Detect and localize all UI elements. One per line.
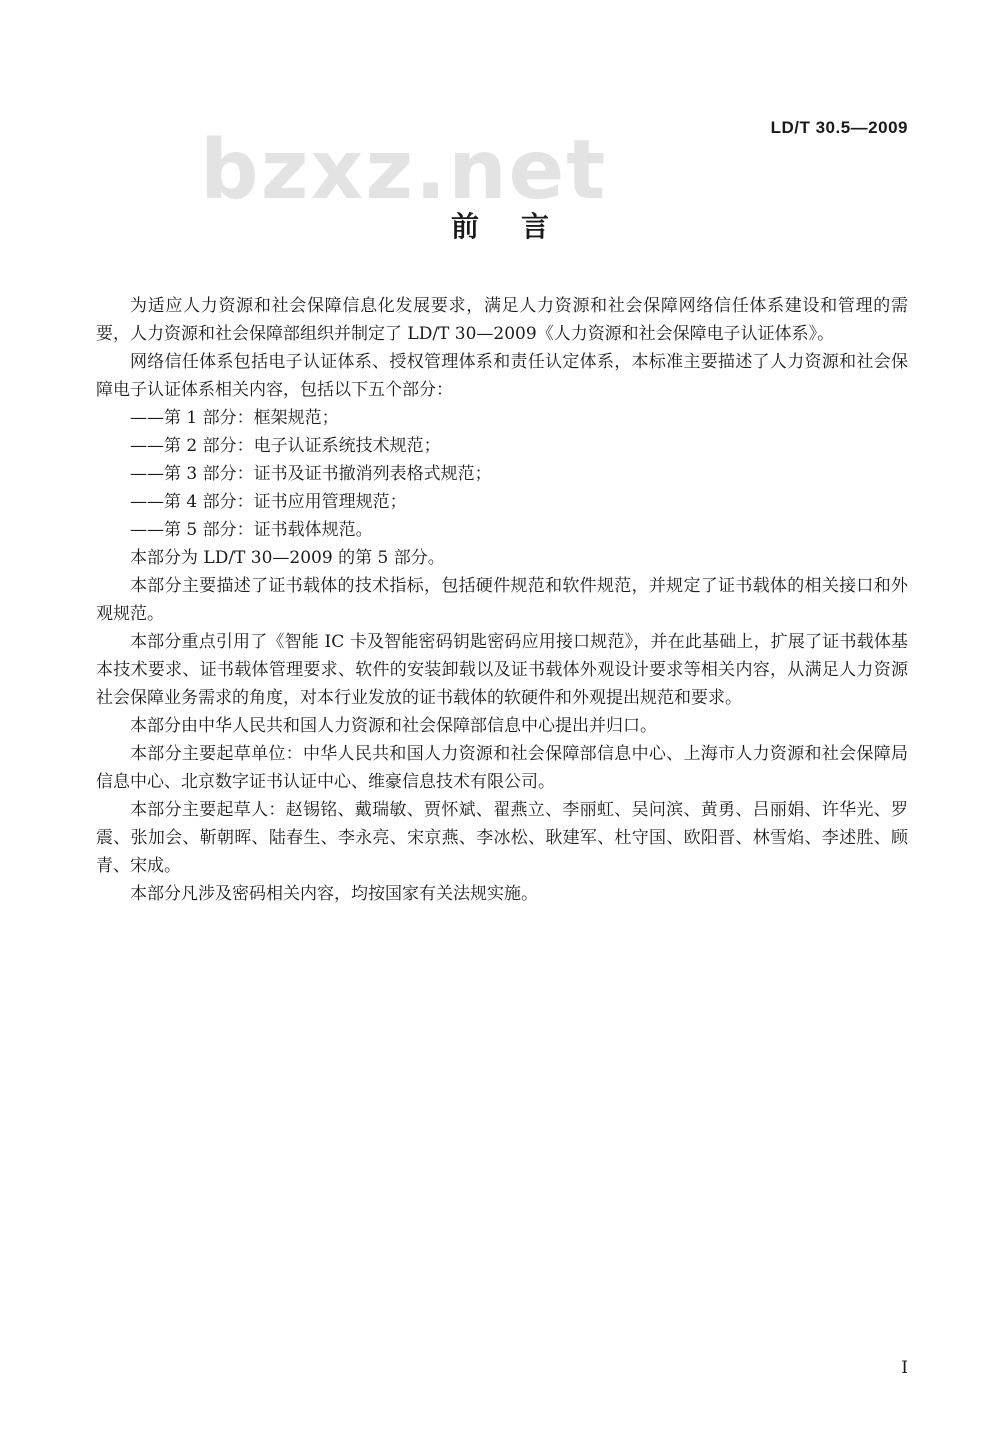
paragraph-trust-system: 网络信任体系包括电子认证体系、授权管理体系和责任认定体系，本标准主要描述了人力资源和社会保障电子认证体系相关内容，包括以下五个部分： — [96, 352, 908, 400]
paragraph-part-statement: 本部分为 LD/T 30—2009 的第 5 部分。 — [130, 548, 445, 568]
paragraph-drafting-units: 本部分主要起草单位：中华人民共和国人力资源和社会保障部信息中心、上海市人力资源和社会保障局信息中心、北京数字证书认证中心、维豪信息技术有限公司。 — [96, 744, 908, 792]
list-item-part-5: ——第 5 部分：证书载体规范。 — [130, 520, 373, 540]
paragraph-cryptography: 本部分凡涉及密码相关内容，均按国家有关法规实施。 — [130, 884, 538, 904]
standard-code: LD/T 30.5—2009 — [770, 118, 908, 137]
paragraph-scope: 本部分主要描述了证书载体的技术指标，包括硬件规范和软件规范，并规定了证书载体的相关接口和外观规范。 — [96, 576, 908, 624]
paragraph-proposer: 本部分由中华人民共和国人力资源和社会保障部信息中心提出并归口。 — [130, 716, 657, 736]
page-title: 前言 — [450, 210, 591, 243]
paragraph-intro: 为适应人力资源和社会保障信息化发展要求，满足人力资源和社会保障网络信任体系建设和管理的需要，人力资源和社会保障部组织并制定了 LD/T 30—2009《人力资源和社会保障电子认证体系》。 — [96, 296, 908, 344]
list-item-part-3: ——第 3 部分：证书及证书撤消列表格式规范； — [130, 464, 492, 484]
page-number: I — [901, 1358, 908, 1378]
list-item-part-1: ——第 1 部分：框架规范； — [130, 408, 339, 428]
paragraph-references: 本部分重点引用了《智能 IC 卡及智能密码钥匙密码应用接口规范》，并在此基础上，扩展了证书载体基本技术要求、证书载体管理要求、软件的安装卸载以及证书载体外观设计要求等相关内容，从满足人力资源社会保障业务需求的角度，对本行业发放的证书载体的软硬件和外观提出规范和要求。 — [96, 632, 908, 708]
list-item-part-2: ——第 2 部分：电子认证系统技术规范； — [130, 436, 441, 456]
foreword-body — [96, 292, 908, 908]
list-item-part-4: ——第 4 部分：证书应用管理规范； — [130, 492, 407, 512]
watermark-logo: bzxz.net — [200, 123, 608, 218]
paragraph-drafters: 本部分主要起草人：赵锡铭、戴瑞敏、贾怀斌、翟燕立、李丽虹、吴问滨、黄勇、吕丽娟、许华光、罗震、张加会、靳朝晖、陆春生、李永亮、宋京燕、李冰松、耿建军、杜守国、欧阳晋、林雪焰、李述胜、顾青、宋成。 — [96, 800, 908, 876]
